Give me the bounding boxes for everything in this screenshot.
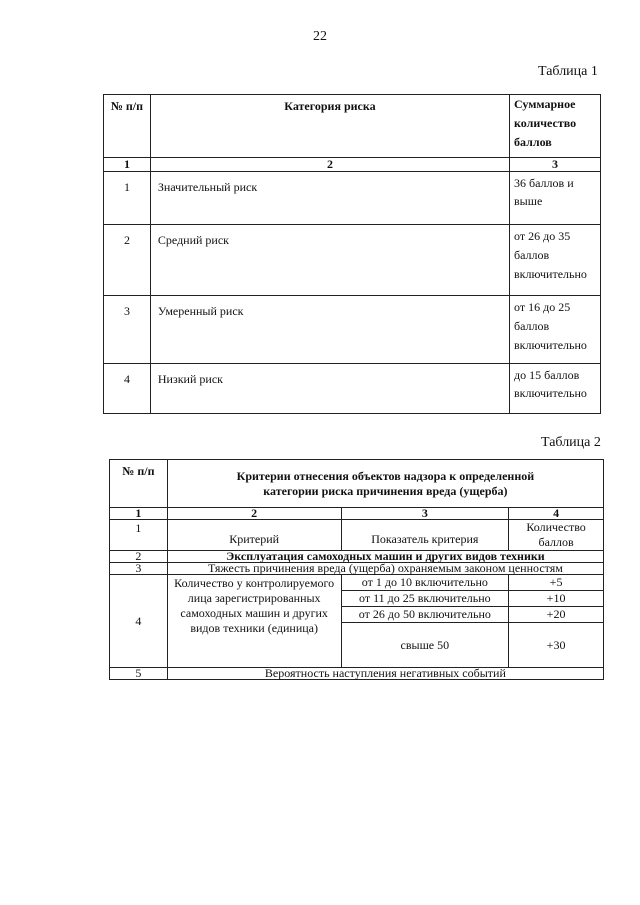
t2-row-number: 1 — [110, 520, 168, 551]
t2-colnum: 4 — [509, 508, 604, 520]
t2-criterion-text: Количество у контролируемого лица зарегистрированных самоходных машин и других видов техники (единица) — [167, 575, 341, 668]
t2-colnum: 3 — [341, 508, 509, 520]
t1-risk-category: Средний риск — [150, 225, 509, 296]
t1-colnum: 2 — [150, 158, 509, 172]
t2-header-title: Критерии отнесения объектов надзора к определенной категории риска причинения вреда (ущерба) — [167, 460, 603, 508]
t2-indicator: от 1 до 10 включительно — [341, 575, 509, 591]
t2-indicator: от 11 до 25 включительно — [341, 591, 509, 607]
t1-risk-category: Умеренный риск — [150, 296, 509, 364]
t1-header-score: Суммарное количество баллов — [510, 95, 601, 158]
page-number: 22 — [313, 29, 327, 44]
t2-points: +20 — [509, 607, 604, 623]
table-row — [104, 225, 601, 296]
t2-section-title: Эксплуатация самоходных машин и других видов техники — [167, 551, 603, 563]
t1-header-category: Категория риска — [150, 95, 509, 158]
t1-score: от 26 до 35 баллов включительно — [510, 225, 601, 296]
t1-colnum: 1 — [104, 158, 151, 172]
table-row — [110, 520, 604, 551]
t1-score: 36 баллов и выше — [510, 172, 601, 225]
t2-row-number: 2 — [110, 551, 168, 563]
t2-section-title: Вероятность наступления негативных событий — [167, 668, 603, 680]
t2-indicator: от 26 до 50 включительно — [341, 607, 509, 623]
t2-points: +30 — [509, 623, 604, 668]
t1-risk-category: Низкий риск — [150, 364, 509, 414]
t2-row-number: 3 — [110, 563, 168, 575]
t1-score: от 16 до 25 баллов включительно — [510, 296, 601, 364]
table2-caption: Таблица 2 — [541, 435, 601, 450]
table1-caption: Таблица 1 — [538, 64, 598, 79]
t2-row-number: 4 — [110, 575, 168, 668]
t2-indicator: свыше 50 — [341, 623, 509, 668]
t2-points: +5 — [509, 575, 604, 591]
t1-risk-category: Значительный риск — [150, 172, 509, 225]
table-row — [104, 296, 601, 364]
t2-colnum: 1 — [110, 508, 168, 520]
t2-header-num: № п/п — [110, 460, 168, 508]
risk-criteria-table — [109, 459, 604, 680]
t1-row-number: 3 — [104, 296, 151, 364]
table-row — [104, 172, 601, 225]
t2-col-points: Количество баллов — [509, 520, 604, 551]
t1-colnum: 3 — [510, 158, 601, 172]
t1-row-number: 1 — [104, 172, 151, 225]
t1-row-number: 2 — [104, 225, 151, 296]
t2-section-title: Тяжесть причинения вреда (ущерба) охраняемым законом ценностям — [167, 563, 603, 575]
t2-col-criterion: Критерий — [167, 520, 341, 551]
t1-score: до 15 баллов включительно — [510, 364, 601, 414]
t2-points: +10 — [509, 591, 604, 607]
table-row — [110, 668, 604, 680]
t2-col-indicator: Показатель критерия — [341, 520, 509, 551]
table-row — [104, 364, 601, 414]
t2-row-number: 5 — [110, 668, 168, 680]
t1-header-num: № п/п — [104, 95, 151, 158]
t1-row-number: 4 — [104, 364, 151, 414]
t2-colnum: 2 — [167, 508, 341, 520]
table-row — [110, 563, 604, 575]
table-row — [110, 575, 604, 591]
risk-category-table — [103, 94, 601, 414]
